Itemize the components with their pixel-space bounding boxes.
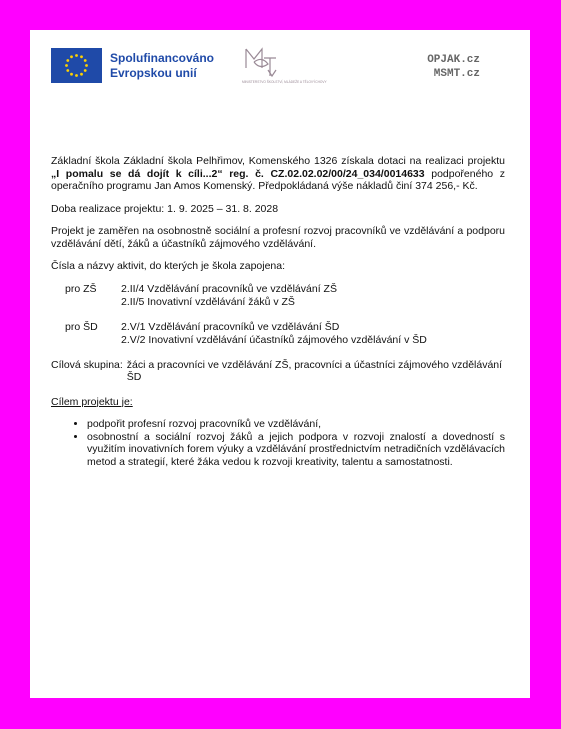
msmt-link[interactable]: MSMT.cz: [433, 68, 480, 80]
document-content: [51, 155, 505, 468]
activity-item: 2.V/2 Inovativní vzdělávání účastníků zájmového vzdělávání v ŠD: [121, 333, 427, 346]
project-focus: Projekt je zaměřen na osobnostně sociální a profesní rozvoj pracovníků ve vzdělávání a podporu vzdělávání dětí, žáků a účastníků zájmového vzdělávání.: [51, 225, 505, 250]
msmt-caption: MINISTERSTVO ŠKOLSTVÍ, MLÁDEŽE A TĚLOVÝCHOVY: [242, 80, 327, 84]
activity-group-sd: [51, 321, 505, 347]
target-group-label: Cílová skupina:: [51, 358, 123, 371]
project-period: Doba realizace projektu: 1. 9. 2025 – 31. 8. 2028: [51, 202, 279, 215]
activity-item: 2.II/5 Inovativní vzdělávání žáků v ZŠ: [121, 295, 295, 308]
header-links: [427, 53, 480, 81]
goal-item: • podpořit profesní rozvoj pracovníků ve vzdělávání,: [87, 418, 505, 431]
goals-title: Cílem projektu je:: [51, 395, 133, 408]
goal-item: • osobnostní a sociální rozvoj žáků a jejich podpora v rozvoji znalostí a dovedností s využitím inovativních forem výuky a vzdělávání prostřednictvím netradičních vzdělávacích metod a strategií, které žáka vedou k rozvoji kreativity, talentu a samostatnosti.: [87, 431, 505, 469]
activity-label: pro ŠD: [65, 320, 98, 333]
opjak-link[interactable]: OPJAK.cz: [427, 54, 480, 66]
activities-intro: Čísla a názvy aktivit, do kterých je škola zapojena:: [51, 260, 286, 272]
target-group-text: žáci a pracovníci ve vzdělávání ZŠ, pracovníci a účastníci zájmového vzdělávání ŠD: [126, 358, 503, 383]
intro-text-c: podpořeného z operačního programu Jan Amos Komenský. Předpokládaná výše nákladů činí 374 256,- Kč.: [51, 167, 505, 192]
eu-text-line2: Evropskou unií: [110, 66, 197, 80]
target-group: [51, 359, 505, 384]
intro-text-a: Základní škola Základní škola Pelhřimov, Komenského 1326 získala dotaci na realizaci projektu: [51, 155, 505, 167]
document-page: [30, 30, 530, 698]
eu-text-line1: Spolufinancováno: [110, 51, 215, 65]
activity-item: 2.V/1 Vzdělávání pracovníků ve vzdělávání ŠD: [121, 320, 340, 333]
activity-label: pro ZŠ: [65, 282, 97, 295]
activity-group-zs: [51, 283, 505, 309]
header: [30, 30, 530, 100]
activity-item: 2.II/4 Vzdělávání pracovníků ve vzdělávání ZŠ: [121, 282, 337, 295]
project-name: „I pomalu se dá dojít k cíli...2“ reg. č. CZ.02.02.02/00/24_034/0014633: [51, 167, 425, 180]
goals-list: [51, 418, 505, 468]
eu-cofinanced-text: [110, 51, 214, 81]
msmt-logo: [240, 46, 327, 90]
intro-paragraph: [51, 155, 505, 193]
eu-flag-icon: [51, 48, 102, 83]
